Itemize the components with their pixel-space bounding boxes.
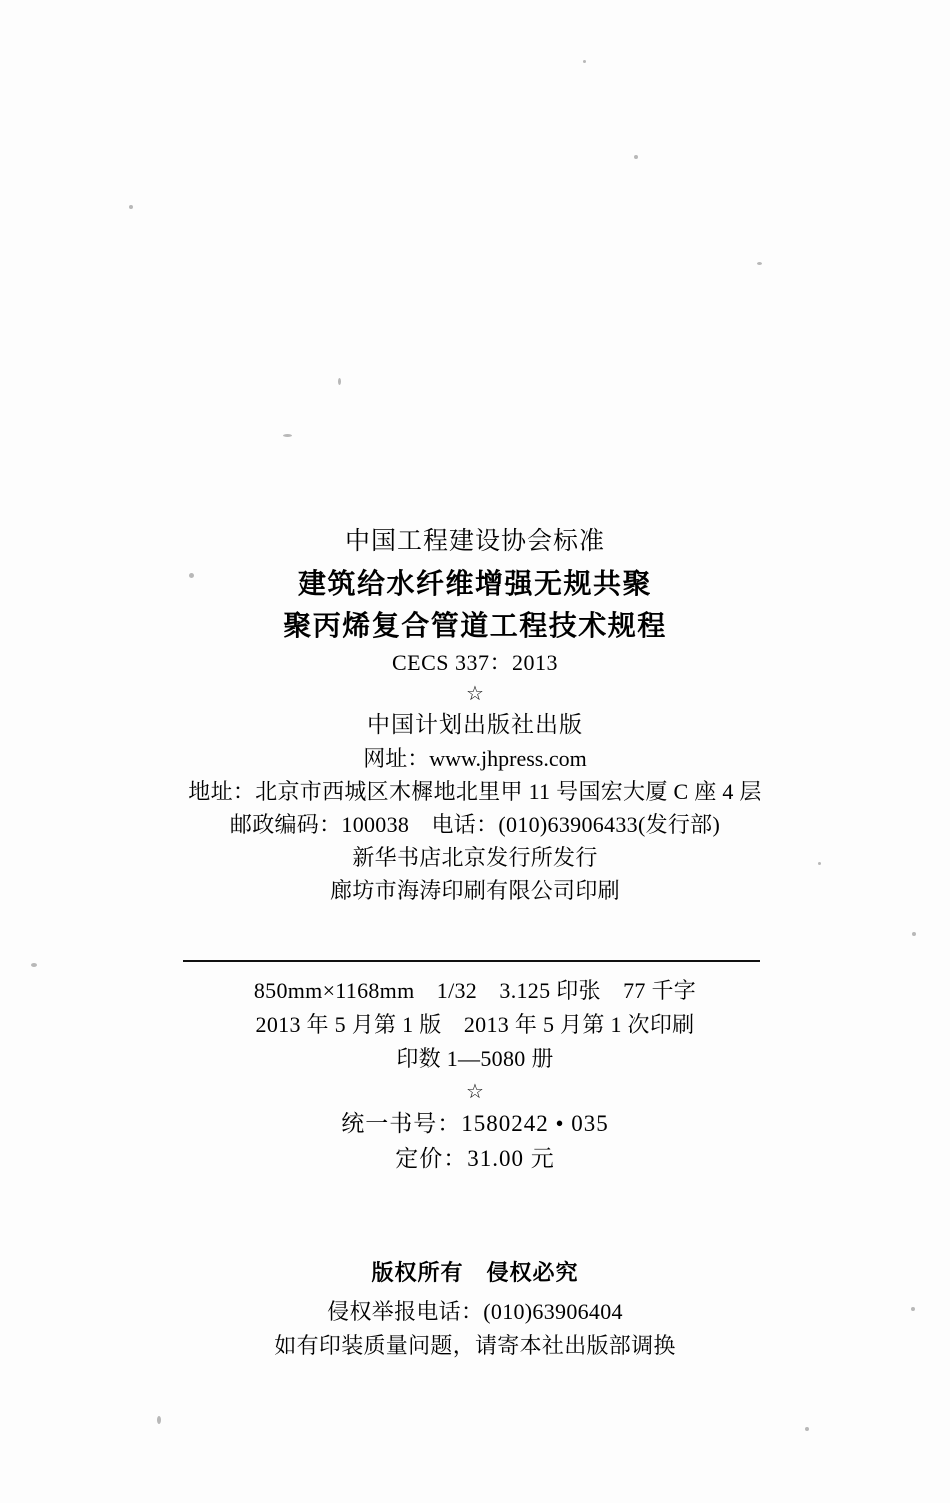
book-title-line2: 聚丙烯复合管道工程技术规程 xyxy=(283,609,667,642)
publisher-website: 网址：www.jhpress.com xyxy=(363,746,587,771)
scan-speck xyxy=(634,155,638,159)
print-run: 印数 1—5080 册 xyxy=(396,1046,554,1071)
publisher-address: 地址：北京市西城区木樨地北里甲 11 号国宏大厦 C 座 4 层 xyxy=(188,779,762,804)
postal-and-phone: 邮政编码：100038 电话：(010)63906433(发行部) xyxy=(229,812,721,837)
format-line: 850mm×1168mm 1/32 3.125 印张 77 千字 xyxy=(253,978,697,1003)
unified-book-number: 统一书号：1580242 • 035 xyxy=(341,1111,609,1136)
book-title-line1: 建筑给水纤维增强无规共聚 xyxy=(297,567,652,600)
star-ornament-icon: ☆ xyxy=(466,683,484,705)
publisher-name: 中国计划出版社出版 xyxy=(367,712,583,738)
quality-exchange-note: 如有印装质量问题，请寄本社出版部调换 xyxy=(274,1333,676,1358)
infringement-report-phone: 侵权举报电话：(010)63906404 xyxy=(327,1299,623,1324)
price: 定价：31.00 元 xyxy=(395,1146,555,1171)
scan-speck xyxy=(129,205,133,209)
scan-speck xyxy=(805,1427,809,1431)
distributor: 新华书店北京发行所发行 xyxy=(352,845,598,870)
edition-line: 2013 年 5 月第 1 版 2013 年 5 月第 1 次印刷 xyxy=(255,1012,695,1037)
scan-speck xyxy=(157,1416,161,1424)
copyright-notice: 版权所有 侵权必究 xyxy=(371,1261,579,1286)
scan-speck xyxy=(31,963,37,967)
scan-speck xyxy=(757,262,762,265)
star-ornament-icon-2: ☆ xyxy=(466,1081,484,1103)
series-label: 中国工程建设协会标准 xyxy=(344,526,605,555)
scan-speck xyxy=(583,60,586,63)
standard-code: CECS 337：2013 xyxy=(391,650,559,675)
printer: 廊坊市海涛印刷有限公司印刷 xyxy=(330,878,620,903)
copyright-block xyxy=(0,1263,950,1369)
colophon-block xyxy=(0,526,950,1358)
scan-speck xyxy=(283,434,292,437)
horizontal-divider xyxy=(183,960,760,962)
scan-speck xyxy=(338,378,341,385)
scan-speck xyxy=(912,932,916,936)
print-specs-block xyxy=(0,980,950,1182)
